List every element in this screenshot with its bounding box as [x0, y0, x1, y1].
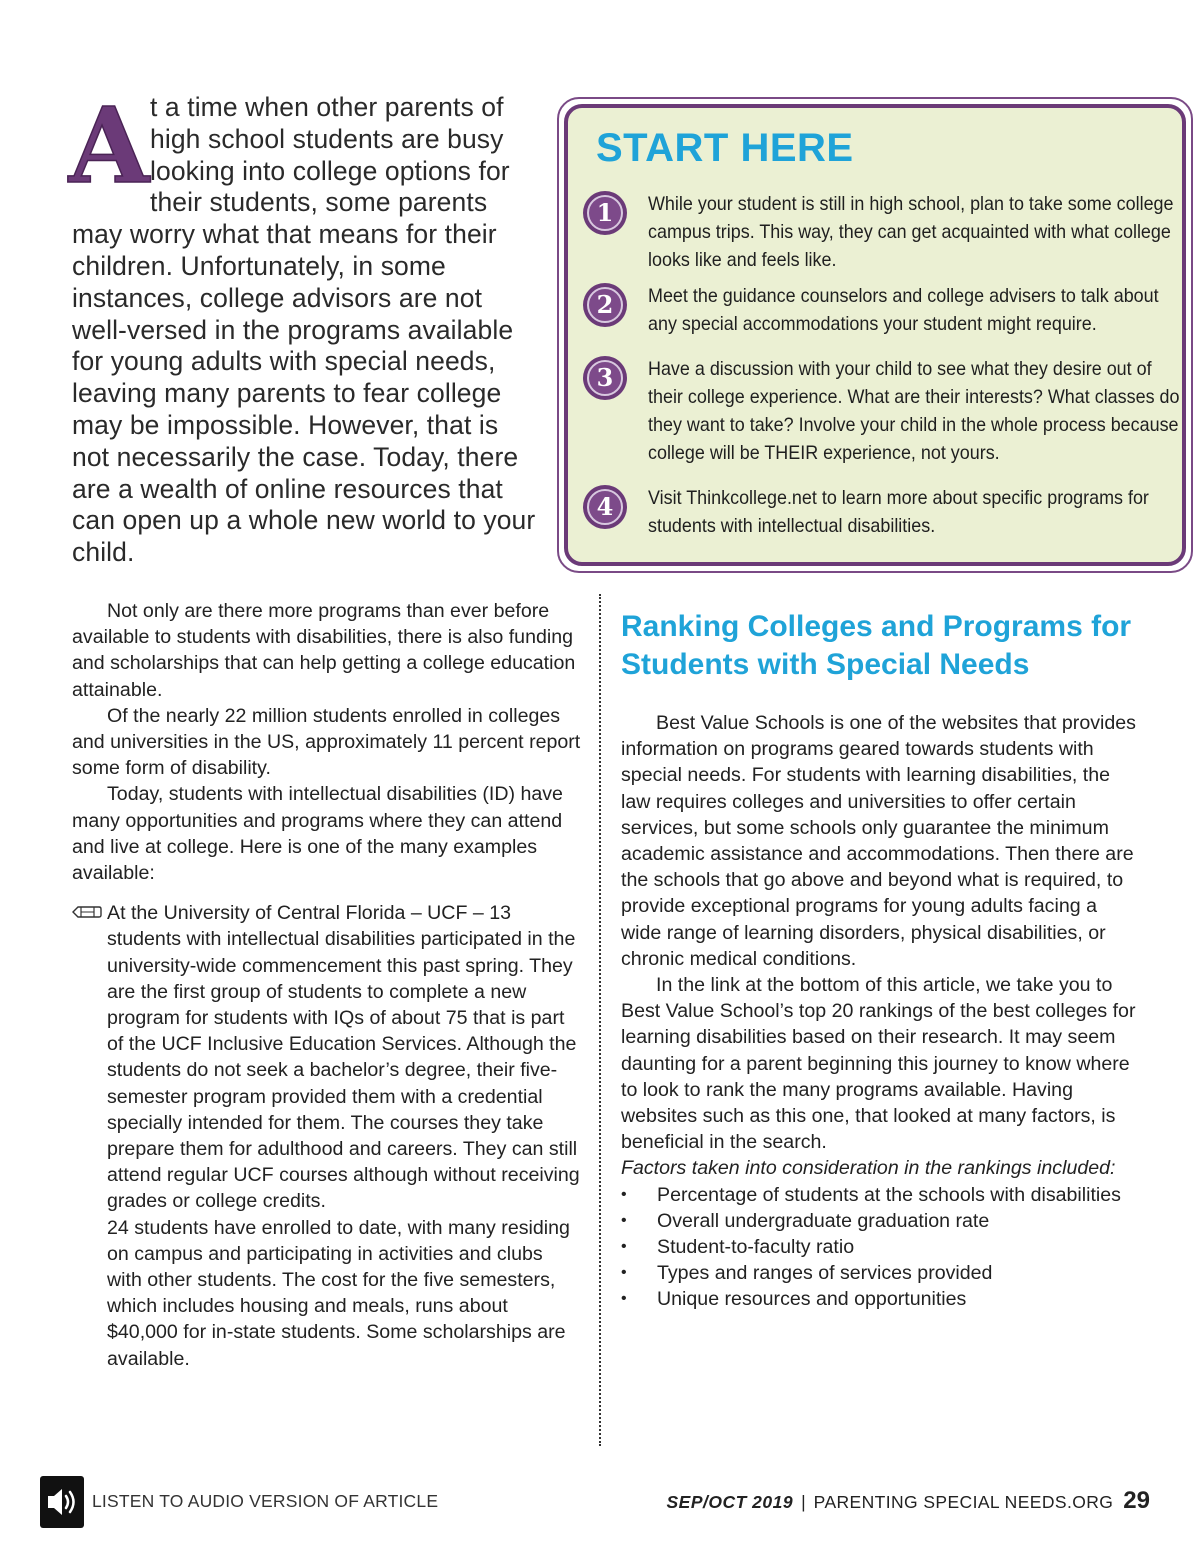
intro-text: t a time when other parents of high school students are busy looking into college options for their students, some parents may worry what that means for their children. Unfortunately, in some instances, college advisors are not well-versed in the programs available for young adults with special needs, leaving many parents to fear college may be impossible. However, that is not necessarily the case. Today, there are a wealth of online resources that can open up a whole new world to your child. — [72, 92, 536, 568]
svg-text:2: 2 — [596, 290, 614, 319]
step-text: Visit Thinkcollege.net to learn more about specific programs for students with intellectual disabilities. — [648, 487, 1149, 537]
body-paragraph: Not only are there more programs than ever before available to students with disabilities, there is also funding and scholarships that can help getting a college education attainable. — [72, 600, 576, 701]
audio-link[interactable]: LISTEN TO AUDIO VERSION OF ARTICLE — [92, 1491, 439, 1511]
issue-info — [667, 1487, 1151, 1515]
start-here-box — [557, 97, 1193, 573]
step-number-badge — [582, 484, 628, 530]
site-name: PARENTING SPECIAL NEEDS.ORG — [813, 1492, 1114, 1512]
start-here-title: START HERE — [596, 126, 854, 170]
start-here-inner — [564, 104, 1186, 566]
list-item: • Percentage of students at the schools with disabilities — [621, 1182, 1141, 1208]
list-item: • Types and ranges of services provided — [621, 1260, 1141, 1286]
step-number-badge — [582, 355, 628, 401]
list-item: • Unique resources and opportunities — [621, 1286, 1141, 1312]
audio-button[interactable] — [40, 1476, 84, 1528]
factors-intro: Factors taken into consideration in the rankings included: — [621, 1157, 1116, 1180]
example-paragraph: 24 students have enrolled to date, with many residing on campus and participating in activities and clubs with other students. The cost for the five semesters, which includes housing and meals, runs about $40,000 for in-state students. Some scholarships are available. — [107, 1216, 570, 1370]
bullet-icon: • — [621, 1290, 627, 1308]
ucf-example — [72, 900, 582, 1372]
step-text: Meet the guidance counselors and college advisers to talk about any special accommodations your student might require. — [648, 285, 1159, 335]
left-column — [72, 598, 582, 1372]
step-number-badge — [582, 282, 628, 328]
body-paragraph: Today, students with intellectual disabilities (ID) have many opportunities and programs where they can attend and live at college. Here is one of the many examples available: — [72, 783, 563, 885]
step-number-badge — [582, 190, 628, 236]
drop-cap-letter: A — [68, 84, 150, 207]
body-paragraph: Of the nearly 22 million students enrolled in colleges and universities in the US, approximately 11 percent report some form of disability. — [72, 704, 581, 780]
page-number: 29 — [1123, 1487, 1150, 1514]
intro-paragraph — [68, 84, 542, 569]
list-item: • Student-to-faculty ratio — [621, 1234, 1141, 1260]
footer-separator: | — [801, 1492, 806, 1512]
svg-text:4: 4 — [596, 492, 614, 521]
drop-cap — [68, 84, 150, 207]
bullet-icon: • — [621, 1185, 627, 1203]
step-text: While your student is still in high school, plan to take some college campus trips. This way, they can get acquainted with what college looks like and feels like. — [648, 193, 1174, 271]
step-text: Have a discussion with your child to see what they desire out of their college experience. What are their interests? What classes do they want to take? Involve your child in the whole process because college will be THEIR experience, not yours. — [648, 358, 1180, 464]
body-paragraph: Best Value Schools is one of the websites that provides information on programs geared towards students with special needs. For students with learning disabilities, the law requires colleges and universities to offer certain services, but some schools only guarantee the minimum academic assistance and accommodations. Then there are the schools that go above and beyond what is required, to provide exceptional programs for young adults facing a wide range of learning disorders, physical disabilities, or chronic medical conditions. — [621, 712, 1136, 970]
bullet-icon: • — [621, 1238, 627, 1256]
section-heading: Ranking Colleges and Programs for Students with Special Needs — [621, 610, 1132, 681]
bullet-icon: • — [621, 1264, 627, 1282]
column-divider — [599, 594, 601, 1446]
pencil-icon — [72, 904, 102, 920]
svg-text:3: 3 — [596, 363, 614, 392]
factors-list — [621, 1182, 1141, 1313]
body-paragraph: In the link at the bottom of this article, we take you to Best Value School’s top 20 rankings of the best colleges for learning disabilities based on their research. It may seem daunting for a parent beginning this journey to know where to look to rank the many programs available. Having websites such as this one, that looked at many factors, is beneficial in the search. — [621, 974, 1136, 1154]
bullet-icon: • — [621, 1211, 627, 1229]
issue-date: SEP/OCT 2019 — [666, 1492, 794, 1512]
example-paragraph: At the University of Central Florida – UCF – 13 students with intellectual disabilities participated in the university-wide commencement this past spring. They are the first group of students to complete a new program for students with IQs of about 75 that is part of the UCF Inclusive Education Services. Although the students do not seek a bachelor’s degree, their five-semester program provided them with a credential specially intended for them. The courses they take prepare them for adulthood and careers. They can still attend regular UCF courses although without receiving grades or college credits. — [107, 902, 580, 1213]
page-footer — [40, 1476, 1150, 1528]
speaker-icon — [40, 1476, 84, 1528]
list-item: • Overall undergraduate graduation rate — [621, 1208, 1141, 1234]
svg-text:1: 1 — [596, 198, 614, 227]
right-column — [621, 608, 1141, 1313]
